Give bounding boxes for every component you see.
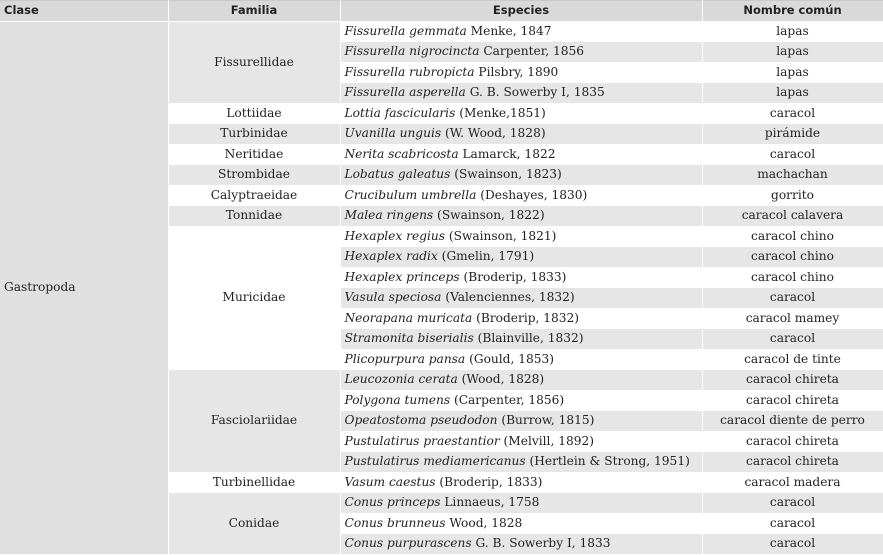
species-name: Vasum caestus <box>344 474 436 489</box>
nombre-comun-cell: caracol chireta <box>702 431 883 452</box>
species-name: Hexaplex radix <box>344 249 438 264</box>
species-author: (W. Wood, 1828) <box>441 126 546 141</box>
especie-cell <box>340 144 702 165</box>
species-name: Hexaplex princeps <box>344 269 460 284</box>
table-row <box>0 21 883 42</box>
especie-cell <box>340 370 702 391</box>
species-name: Malea ringens <box>344 208 434 223</box>
species-name: Fissurella nigrocincta <box>344 44 480 59</box>
species-name: Fissurella rubropicta <box>344 64 475 79</box>
species-author: Lamarck, 1822 <box>458 146 556 161</box>
species-author: Pilsbry, 1890 <box>474 64 559 79</box>
species-name: Plicopurpura pansa <box>344 351 466 366</box>
especie-cell <box>340 431 702 452</box>
species-name: Lobatus galeatus <box>344 167 451 182</box>
species-author: Wood, 1828 <box>445 515 523 530</box>
nombre-comun-cell: caracol <box>702 493 883 514</box>
especie-cell <box>340 308 702 329</box>
species-author: G. B. Sowerby I, 1833 <box>471 536 611 551</box>
familia-cell: Tonnidae <box>168 206 340 227</box>
species-author: (Swainson, 1821) <box>444 228 557 243</box>
especie-cell <box>340 62 702 83</box>
species-author: (Swainson, 1823) <box>450 167 562 182</box>
familia-cell: Muricidae <box>168 226 340 370</box>
nombre-comun-cell: lapas <box>702 42 883 63</box>
species-name: Hexaplex regius <box>344 228 445 243</box>
especie-cell <box>340 390 702 411</box>
species-name: Conus princeps <box>344 495 441 510</box>
especie-cell <box>340 103 702 124</box>
especie-cell <box>340 83 702 104</box>
species-author: (Melvill, 1892) <box>499 433 594 448</box>
species-name: Nerita scabricosta <box>344 146 459 161</box>
nombre-comun-cell: lapas <box>702 83 883 104</box>
especie-cell <box>340 42 702 63</box>
nombre-comun-cell: caracol chireta <box>702 370 883 391</box>
nombre-comun-cell: lapas <box>702 62 883 83</box>
nombre-comun-cell: caracol chino <box>702 267 883 288</box>
familia-cell: Turbinellidae <box>168 472 340 493</box>
especie-cell <box>340 513 702 534</box>
header-clase: Clase <box>0 1 168 22</box>
species-author: (Blainville, 1832) <box>473 331 584 346</box>
species-author: G. B. Sowerby I, 1835 <box>465 85 605 100</box>
nombre-comun-cell: gorrito <box>702 185 883 206</box>
especie-cell <box>340 226 702 247</box>
species-name: Fissurella asperella <box>344 85 466 100</box>
species-name: Fissurella gemmata <box>344 23 467 38</box>
nombre-comun-cell: lapas <box>702 21 883 42</box>
familia-cell: Strombidae <box>168 165 340 186</box>
header-familia: Familia <box>168 1 340 22</box>
nombre-comun-cell: caracol <box>702 103 883 124</box>
nombre-comun-cell: caracol <box>702 513 883 534</box>
species-name: Vasula speciosa <box>344 290 442 305</box>
species-name: Leucozonia cerata <box>344 372 458 387</box>
species-author: Menke, 1847 <box>466 23 552 38</box>
species-author: Carpenter, 1856 <box>479 44 584 59</box>
especie-cell <box>340 288 702 309</box>
nombre-comun-cell: pirámide <box>702 124 883 145</box>
nombre-comun-cell: caracol <box>702 144 883 165</box>
species-author: (Wood, 1828) <box>457 372 545 387</box>
species-name: Pustulatirus praestantior <box>344 433 500 448</box>
familia-cell: Lottiidae <box>168 103 340 124</box>
species-name: Lottia fascicularis <box>344 105 456 120</box>
species-name: Neorapana muricata <box>344 310 473 325</box>
especie-cell <box>340 206 702 227</box>
nombre-comun-cell: machachan <box>702 165 883 186</box>
especie-cell <box>340 185 702 206</box>
especie-cell <box>340 247 702 268</box>
especie-cell <box>340 349 702 370</box>
species-name: Polygona tumens <box>344 392 451 407</box>
species-name: Crucibulum umbrella <box>344 187 477 202</box>
nombre-comun-cell: caracol calavera <box>702 206 883 227</box>
species-name: Conus purpurascens <box>344 536 472 551</box>
nombre-comun-cell: caracol mamey <box>702 308 883 329</box>
familia-cell: Fasciolariidae <box>168 370 340 473</box>
familia-cell: Calyptraeidae <box>168 185 340 206</box>
clase-cell: Gastropoda <box>0 21 168 554</box>
species-author: (Swainson, 1822) <box>433 208 545 223</box>
especie-cell <box>340 472 702 493</box>
species-author: (Broderip, 1832) <box>472 310 580 325</box>
familia-cell: Fissurellidae <box>168 21 340 103</box>
table-body <box>0 21 883 554</box>
nombre-comun-cell: caracol diente de perro <box>702 411 883 432</box>
especie-cell <box>340 452 702 473</box>
species-author: (Carpenter, 1856) <box>450 392 565 407</box>
especie-cell <box>340 124 702 145</box>
species-author: (Menke,1851) <box>455 105 546 120</box>
familia-cell: Neritidae <box>168 144 340 165</box>
especie-cell <box>340 21 702 42</box>
especie-cell <box>340 411 702 432</box>
nombre-comun-cell: caracol <box>702 288 883 309</box>
species-name: Stramonita biserialis <box>344 331 474 346</box>
familia-cell: Conidae <box>168 493 340 555</box>
nombre-comun-cell: caracol madera <box>702 472 883 493</box>
species-author: (Valenciennes, 1832) <box>441 290 575 305</box>
nombre-comun-cell: caracol chino <box>702 247 883 268</box>
species-author: (Broderip, 1833) <box>459 269 567 284</box>
species-author: (Burrow, 1815) <box>497 413 595 428</box>
species-author: Linnaeus, 1758 <box>440 495 540 510</box>
species-author: (Broderip, 1833) <box>435 474 543 489</box>
familia-cell: Turbinidae <box>168 124 340 145</box>
species-name: Pustulatirus mediamericanus <box>344 454 526 469</box>
especie-cell <box>340 165 702 186</box>
nombre-comun-cell: caracol chireta <box>702 452 883 473</box>
nombre-comun-cell: caracol <box>702 534 883 555</box>
header-row <box>0 1 883 22</box>
nombre-comun-cell: caracol chireta <box>702 390 883 411</box>
species-author: (Hertlein & Strong, 1951) <box>525 454 690 469</box>
header-especies: Especies <box>340 1 702 22</box>
especie-cell <box>340 267 702 288</box>
especie-cell <box>340 534 702 555</box>
header-nombre-comun: Nombre común <box>702 1 883 22</box>
species-author: (Gould, 1853) <box>465 351 554 366</box>
species-author: (Gmelin, 1791) <box>437 249 535 264</box>
especie-cell <box>340 329 702 350</box>
nombre-comun-cell: caracol chino <box>702 226 883 247</box>
species-author: (Deshayes, 1830) <box>476 187 588 202</box>
nombre-comun-cell: caracol de tinte <box>702 349 883 370</box>
nombre-comun-cell: caracol <box>702 329 883 350</box>
especie-cell <box>340 493 702 514</box>
species-name: Opeatostoma pseudodon <box>344 413 498 428</box>
species-name: Conus brunneus <box>344 515 446 530</box>
species-name: Uvanilla unguis <box>344 126 442 141</box>
